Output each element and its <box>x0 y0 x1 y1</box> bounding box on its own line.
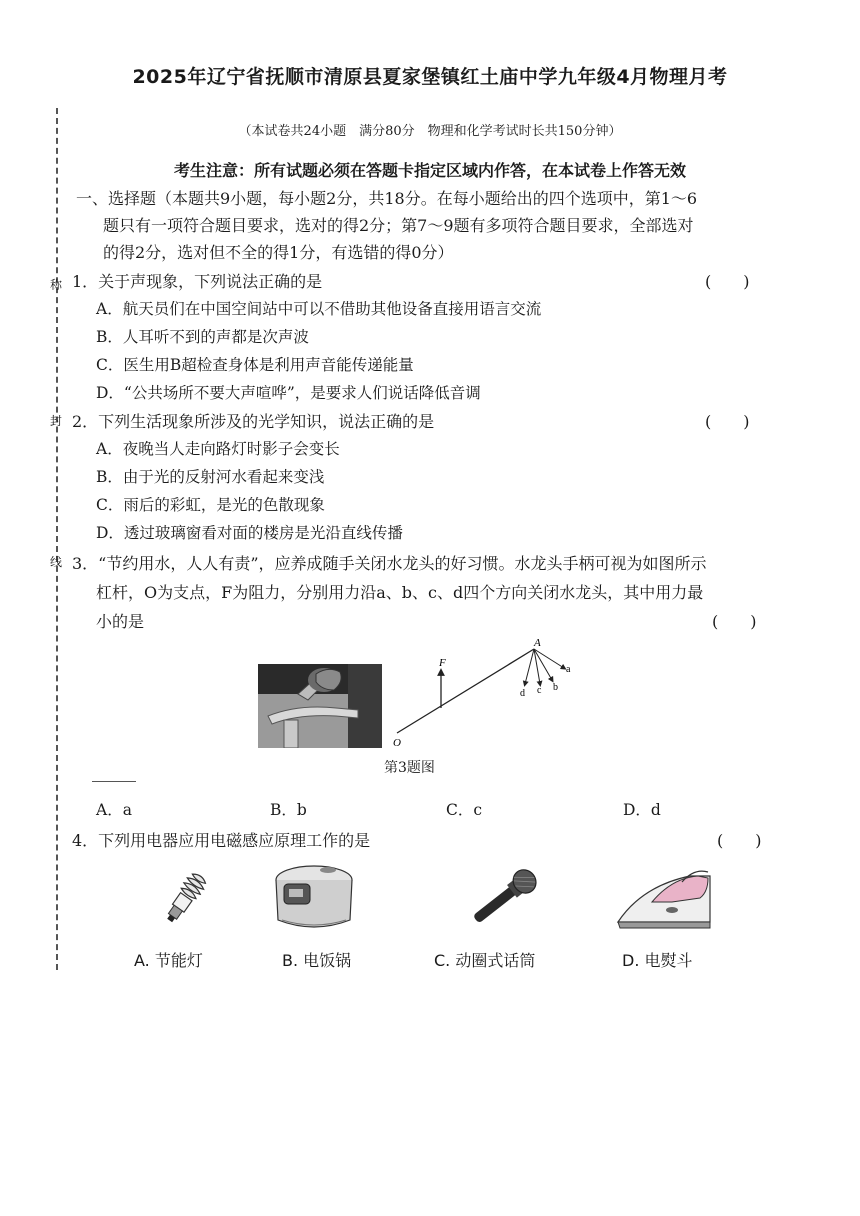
q1-option-b: B．人耳听不到的声都是次声波 <box>96 328 309 346</box>
exam-notice: 考生注意：所有试题必须在答题卡指定区域内作答，在本试卷上作答无效 <box>173 161 686 180</box>
label-dir-c: c <box>537 685 542 696</box>
microphone-image <box>452 866 542 940</box>
energy-saving-lamp-image <box>150 866 218 934</box>
q2-answer-paren: ( ) <box>705 412 750 431</box>
short-rule <box>92 781 136 782</box>
q1-option-c: C．医生用B超检查身体是利用声音能传递能量 <box>96 356 414 374</box>
lever-arm <box>397 649 534 733</box>
q1-option-d: D．“公共场所不要大声喧哗”，是要求人们说话降低音调 <box>96 384 481 402</box>
exam-title: 2025年辽宁省抚顺市清原县夏家堡镇红土庙中学九年级4月物理月考 <box>132 66 728 88</box>
rice-cooker-image <box>272 860 356 936</box>
label-dir-b: b <box>553 682 558 693</box>
label-a-point: A <box>534 637 541 649</box>
q2-stem: 2．下列生活现象所涉及的光学知识，说法正确的是 <box>72 412 435 431</box>
label-dir-d: d <box>520 688 525 699</box>
electric-iron-image <box>612 862 716 934</box>
q4-option-d: D. 电熨斗 <box>622 951 693 970</box>
q4-stem: 4．下列用电器应用电磁感应原理工作的是 <box>72 831 371 850</box>
q1-answer-paren: ( ) <box>705 272 750 291</box>
label-f: F <box>439 657 446 669</box>
q4-option-a: A. 节能灯 <box>134 951 203 970</box>
q3-option-a: A．a <box>96 801 132 819</box>
label-dir-a: a <box>566 664 571 675</box>
q2-option-a: A．夜晚当人走向路灯时影子会变长 <box>96 440 340 458</box>
q4-option-b: B. 电饭锅 <box>282 951 352 970</box>
margin-mark-3: 线 <box>50 555 63 569</box>
lever-diagram <box>384 636 584 748</box>
label-o: O <box>393 737 401 748</box>
q1-stem: 1．关于声现象，下列说法正确的是 <box>72 272 323 291</box>
section-line-2: 题只有一项符合题目要求，选对的得2分；第7～9题有多项符合题目要求，全部选对 <box>103 216 694 235</box>
q3-caption: 第3题图 <box>384 760 435 776</box>
binding-line <box>56 108 58 970</box>
q2-option-c: C．雨后的彩虹，是光的色散现象 <box>96 496 325 514</box>
q1-option-a: A．航天员们在中国空间站中可以不借助其他设备直接用语言交流 <box>96 300 542 318</box>
section-line-3: 的得2分，选对但不全的得1分，有选错的得0分） <box>103 243 454 262</box>
q3-answer-paren: ( ) <box>712 612 757 631</box>
margin-mark-2: 封 <box>50 414 63 428</box>
q4-answer-paren: ( ) <box>717 831 762 850</box>
q4-option-c: C. 动圈式话筒 <box>434 951 536 970</box>
q3-option-d: D．d <box>623 801 661 819</box>
q3-stem-line-1: 3．“节约用水，人人有责”，应养成随手关闭水龙头的好习惯。水龙头手柄可视为如图所示 <box>72 554 707 573</box>
q3-stem-line-2: 杠杆，O为支点，F为阻力，分别用力沿a、b、c、d四个方向关闭水龙头，其中用力最 <box>96 583 704 602</box>
q2-option-d: D．透过玻璃窗看对面的楼房是光沿直线传播 <box>96 524 403 542</box>
section-line-1: 一、选择题（本题共9小题，每小题2分，共18分。在每小题给出的四个选项中，第1～6 <box>76 189 698 208</box>
exam-subtitle: （本试卷共24小题 满分80分 物理和化学考试时长共150分钟） <box>238 124 622 139</box>
q3-option-c: C．c <box>446 801 483 819</box>
q3-option-b: B．b <box>270 801 307 819</box>
margin-mark-1: 称 <box>50 278 63 292</box>
direction-a-arrow <box>534 649 564 668</box>
faucet-photo <box>258 664 382 748</box>
q2-option-b: B．由于光的反射河水看起来变浅 <box>96 468 325 486</box>
q3-stem-line-3: 小的是 <box>96 612 145 631</box>
